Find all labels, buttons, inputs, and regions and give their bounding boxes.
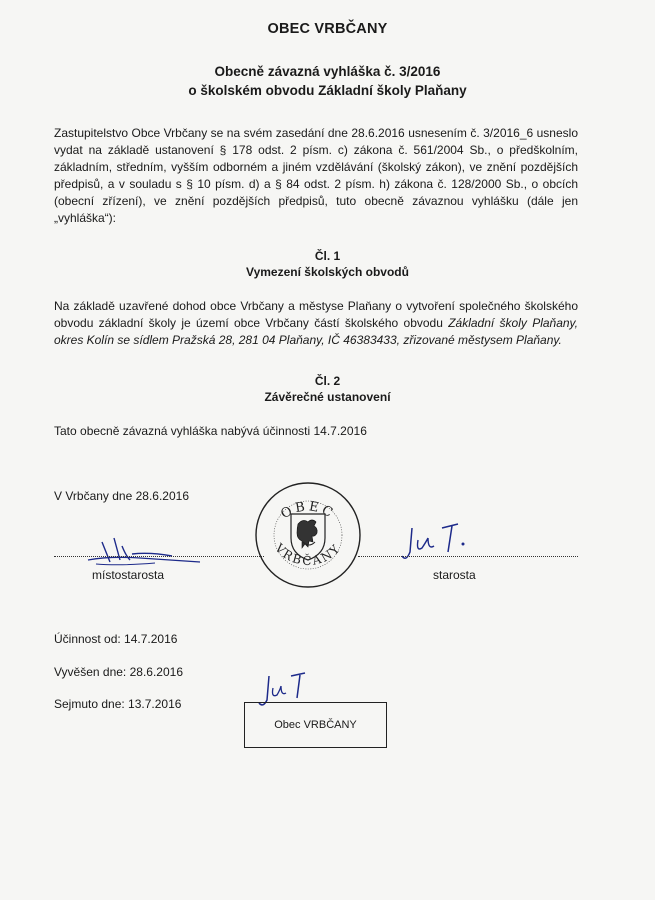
- title-line-1: Obecně závazná vyhláška č. 3/2016: [214, 64, 441, 79]
- article-1-italic-text: Základní školy Plaňany, okres Kolín se sídlem Pražská 28, 281 04 Plaňany, IČ 46383433, zřizované městysem Plaňany.: [54, 316, 578, 347]
- article-1-text: Na základě uzavřené dohod obce Vrbčany a městyse Plaňany o vytvoření společného školského obvodu základní školy je území obce Vrbčany částí školského obvodu: [54, 299, 578, 330]
- office-stamp: [244, 702, 387, 748]
- mayor-signature-line: [358, 556, 578, 557]
- intro-paragraph: Zastupitelstvo Obce Vrbčany se na svém zasedání dne 28.6.2016 usnesením č. 3/2016_6 usneslo vydat na základě ustanovení § 178 odst. 2 písm. c) zákona č. 561/2004 Sb., o předškolním, základním, středním, vyšším odborném a jiném vzdělávání (školský zákon), ve znění pozdějších předpisů, a v souladu s § 10 písm. d) a § 84 odst. 2 písm. h) zákona č. 128/2000 Sb., o obcích (obecní zřízení), ve znění pozdějších předpisů, tuto obecně závaznou vyhlášku (dále jen „vyhláška“):: [54, 126, 578, 225]
- document-title: [0, 62, 655, 100]
- removed-date: Sejmuto dne: 13.7.2016: [54, 697, 182, 711]
- deputy-mayor-label: místostarosta: [92, 568, 165, 582]
- mayor-signature-icon: [398, 518, 478, 566]
- seal-bottom-text: VRBČANY: [272, 540, 344, 568]
- title-line-2: o školském obvodu Základní školy Plaňany: [188, 83, 467, 98]
- posted-date: Vyvěšen dne: 28.6.2016: [54, 665, 183, 679]
- article-2-title: Závěrečné ustanovení: [264, 390, 391, 404]
- deputy-signature-icon: [80, 532, 210, 572]
- seal-top-text: OBEC: [278, 499, 338, 523]
- effective-date: Účinnost od: 14.7.2016: [54, 632, 178, 646]
- municipality-heading: OBEC VRBČANY: [267, 21, 388, 37]
- official-seal-icon: [253, 480, 363, 590]
- stamp-text: Obec VRBČANY: [274, 719, 357, 731]
- article-2-text: Tato obecně závazná vyhláška nabývá účinnosti 14.7.2016: [54, 424, 367, 438]
- place-date: V Vrbčany dne 28.6.2016: [54, 489, 189, 503]
- article-1-paragraph: [54, 298, 578, 349]
- mayor-label: starosta: [433, 568, 476, 582]
- article-1-number: Čl. 1: [314, 249, 341, 263]
- svg-text:OBEC: [278, 499, 337, 522]
- article-1-title: Vymezení školských obvodů: [246, 265, 409, 279]
- article-2-number: Čl. 2: [314, 374, 341, 388]
- deputy-signature-line: [54, 556, 264, 557]
